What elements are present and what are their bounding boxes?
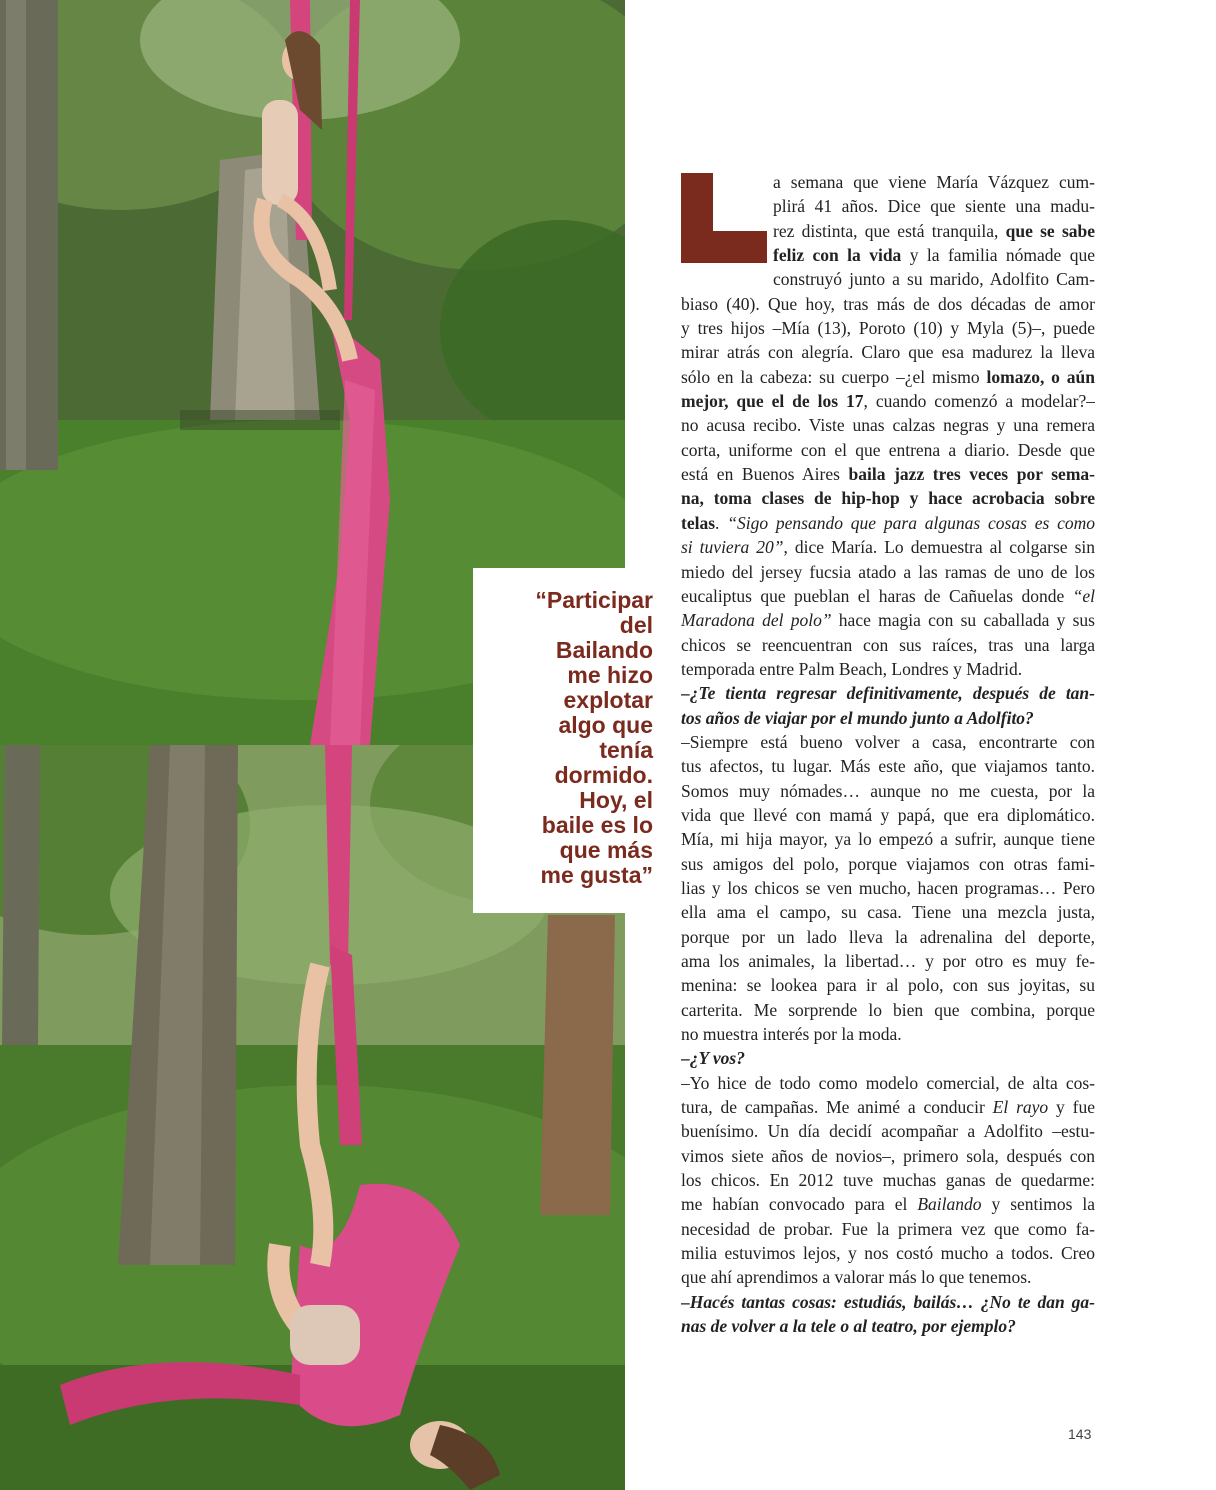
article-text-run: rez distinta, que está tranquila, [773,220,1006,241]
pullquote-line: dormido. [554,762,653,788]
article-text-run: y sentimos la [981,1194,1095,1215]
article-line [681,657,1095,681]
article-text-run: está en Buenos Aires [681,464,849,485]
article-text-run: no muestra interés por la moda. [681,1024,902,1045]
article-text-run: milia estuvimos lejos, y nos costó mucho a todos. Creo [681,1243,1095,1264]
article-text-run: sus amigos del polo, porque viajamos con otras fami- [681,853,1095,874]
article-text-run: carterita. Me sorprende lo bien que combina, porque [681,999,1095,1020]
article-line [681,633,1095,657]
article-line [681,973,1095,997]
article-line [681,754,1095,778]
article-text-run: menina: se lookea para ir al polo, con sus joyitas, su [681,975,1095,996]
article-line [681,1217,1095,1241]
article-text-run: miedo del jersey fucsia atado a las ramas de uno de los [681,561,1095,582]
article-text-run: . [715,512,728,533]
article-line [681,462,1095,486]
article-text-run: chicos se reencuentran con sus raíces, tras una larga [681,634,1095,655]
article-line [681,1192,1095,1216]
pullquote-line: algo que [558,712,653,738]
pullquote-line: baile es lo [541,812,653,838]
article-line [681,389,1095,413]
article-text-run: na, toma clases de hip-hop y hace acrobacia sobre [681,488,1095,509]
article-line [681,1144,1095,1168]
article-text-run: ama los animales, la libertad… y por otro es muy fe- [681,951,1095,971]
article-text-run: si tuviera 20” [681,537,784,558]
article-text-run: tos años de viajar por el mundo junto a Adolfito? [681,707,1034,728]
article-text-run: temporada entre Palm Beach, Londres y Madrid. [681,658,1023,679]
article-text-run: eucaliptus que pueblan el haras de Cañuelas donde [681,585,1073,606]
article-line [681,438,1095,462]
page-number: 143 [1068,1426,1092,1442]
article-text-run: plirá 41 años. Dice que siente una madu- [773,196,1095,217]
article-line [681,681,1095,705]
article-text-run: hace magia con su caballada y sus [831,610,1095,631]
article-text-run: porque por un lado lleva la adrenalina del deporte, [681,926,1095,947]
drop-cap [681,173,767,263]
article-line [681,584,1095,608]
article-text-run: –Hacés tantas cosas: estudiás, bailás… ¿No te dan ga- [681,1291,1095,1312]
article-text-run: Somos muy nómades… aunque no me cuesta, por la [681,780,1095,801]
article-line [681,292,1095,316]
article-text-run: , dice María. Lo demuestra al colgarse sin [783,537,1095,558]
article-line [681,608,1095,632]
article-line [681,1095,1095,1119]
article-text-run: , cuando comenzó a modelar?– [863,391,1095,412]
article-line [681,486,1095,510]
article-text-run: me habían convocado para el [681,1194,918,1215]
article-text-run: El rayo [992,1097,1049,1118]
article-text-run: telas [681,512,716,533]
article-line [773,267,1095,291]
article-text-run: Mía, mi hija mayor, ya lo empezó a sufrir, aunque tiene [681,829,1095,850]
article-line [681,1265,1095,1289]
pullquote-box [473,568,663,913]
article-text-run: “Sigo pensando que para algunas cosas es como [727,512,1095,533]
article-text-run: “el [1072,585,1095,606]
article-text-run: Bailando [917,1194,982,1215]
article-text-run: y fue [1048,1097,1095,1118]
article-text-run: a semana que viene María Vázquez cum- [773,172,1095,192]
article-line [773,243,1095,267]
article-line [681,827,1095,851]
article-line [681,876,1095,900]
article-line [681,535,1095,559]
article-text-run: que se sabe [1005,220,1095,241]
article-text-run: feliz con la vida [773,245,902,266]
article-text [681,170,1095,1339]
pullquote-line: del [619,612,653,638]
pullquote [473,588,653,888]
article-text-run: –¿Te tienta regresar definitivamente, después de tan- [681,683,1095,704]
article-line [681,949,1095,973]
article-line [681,730,1095,754]
article-text-run: necesidad de probar. Fue la primera vez que como fa- [681,1218,1095,1239]
article-text-run: baila jazz tres veces por sema- [848,464,1095,485]
article-line [681,706,1095,730]
article-text-run: corta, uniforme con el que entrena a diario. Desde que [681,439,1095,460]
article-line [681,779,1095,803]
article-line [681,852,1095,876]
article-body [681,170,1095,1339]
article-line [681,340,1095,364]
article-text-run: construyó junto a su marido, Adolfito Cam- [773,269,1095,290]
article-line [773,194,1095,218]
article-text-run: nas de volver a la tele o al teatro, por ejemplo? [681,1316,1016,1337]
article-text-run: vimos siete años de novios–, primero sola, después con [681,1145,1095,1166]
article-line [681,1314,1095,1338]
article-line [681,1241,1095,1265]
article-text-run: mirar atrás con alegría. Claro que esa madurez la lleva [681,342,1095,363]
article-line [681,1168,1095,1192]
pullquote-line: “Participar [535,587,653,613]
article-text-run: y la familia nómade que [901,245,1095,266]
article-line [681,511,1095,535]
article-line [681,803,1095,827]
article-line [681,1022,1095,1046]
article-text-run: –¿Y vos? [681,1048,745,1069]
article-text-run: biaso (40). Que hoy, tras más de dos décadas de amor [681,293,1095,314]
article-text-run: y tres hijos –Mía (13), Poroto (10) y Myla (5)–, puede [681,318,1095,339]
article-text-run: –Yo hice de todo como modelo comercial, de alta cos- [681,1072,1095,1093]
pullquote-line: Bailando [555,637,653,663]
pullquote-line: me gusta” [540,862,653,888]
article-text-run: no acusa recibo. Viste unas calzas negras y una remera [681,415,1095,436]
article-text-run: mejor, que el de los 17 [681,391,864,412]
article-text-run: lias y los chicos se ven mucho, hacen programas… Pero [681,877,1095,898]
article-text-run: sólo en la cabeza: su cuerpo –¿el mismo [681,366,987,387]
article-line [681,900,1095,924]
article-text-run: los chicos. En 2012 tuve muchas ganas de quedarme: [681,1170,1095,1191]
article-line [681,1290,1095,1314]
article-line [681,1119,1095,1143]
article-line [681,925,1095,949]
article-line [681,1046,1095,1070]
pullquote-line: Hoy, el [579,787,653,813]
article-text-run: vida que llevé con mamá y papá, que era diplomático. [681,804,1095,825]
pullquote-line: tenía [599,737,653,763]
article-text-run: buenísimo. Un día decidí acompañar a Adolfito –estu- [681,1121,1095,1142]
pullquote-line: que más [559,837,653,863]
article-text-run: ella ama el campo, su casa. Tiene una mezcla justa, [681,902,1095,923]
article-line [681,1071,1095,1095]
article-text-run: que ahí aprendimos a valorar más lo que tenemos. [681,1267,1032,1288]
article-text-run: tus afectos, tu lugar. Más este año, que viajamos tanto. [681,756,1095,777]
article-line [681,365,1095,389]
article-line [681,998,1095,1022]
article-text-run: –Siempre está bueno volver a casa, encontrarte con [681,731,1095,752]
pullquote-line: explotar [563,687,653,713]
article-text-run: Maradona del polo” [681,610,832,631]
article-line [681,413,1095,437]
article-line [681,560,1095,584]
article-text-run: lomazo, o aún [986,366,1095,387]
article-line [773,170,1095,194]
article-line [773,219,1095,243]
article-text-run: tura, de campañas. Me animé a conducir [681,1097,993,1118]
article-line [681,316,1095,340]
pullquote-line: me hizo [567,662,653,688]
